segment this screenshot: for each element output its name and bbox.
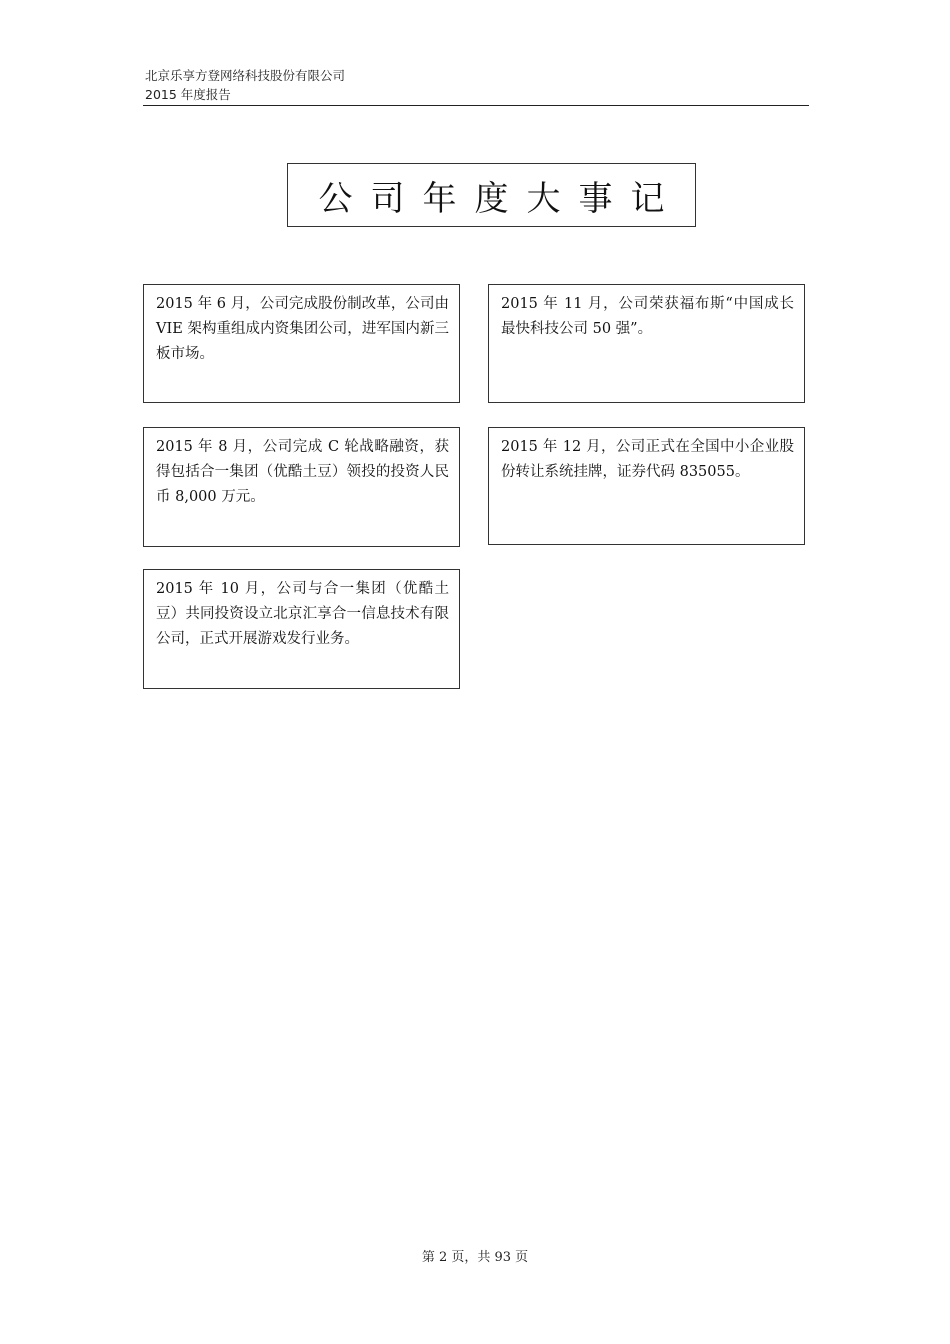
event-box-2015-12: 2015 年 12 月，公司正式在全国中小企业股份转让系统挂牌，证券代码 835055。 bbox=[488, 427, 805, 545]
page-title: 公司年度大事记 bbox=[287, 163, 696, 227]
header-company-name: 北京乐享方登网络科技股份有限公司 bbox=[145, 68, 346, 83]
page-footer bbox=[0, 1246, 950, 1265]
event-box-2015-10: 2015 年 10 月，公司与合一集团（优酷土豆）共同投资设立北京汇享合一信息技术有限公司，正式开展游戏发行业务。 bbox=[143, 569, 460, 689]
header-divider bbox=[143, 105, 809, 106]
event-box-2015-08: 2015 年 8 月，公司完成 C 轮战略融资，获得包括合一集团（优酷土豆）领投的投资人民币 8,000 万元。 bbox=[143, 427, 460, 547]
page-header bbox=[145, 66, 809, 104]
page-number: 第 2 页，共 93 页 bbox=[421, 1250, 529, 1265]
event-box-2015-11: 2015 年 11 月，公司荣获福布斯“中国成长最快科技公司 50 强”。 bbox=[488, 284, 805, 403]
header-report-year: 2015 年度报告 bbox=[145, 87, 231, 102]
event-box-2015-06: 2015 年 6 月，公司完成股份制改革，公司由 VIE 架构重组成内资集团公司，进军国内新三板市场。 bbox=[143, 284, 460, 403]
